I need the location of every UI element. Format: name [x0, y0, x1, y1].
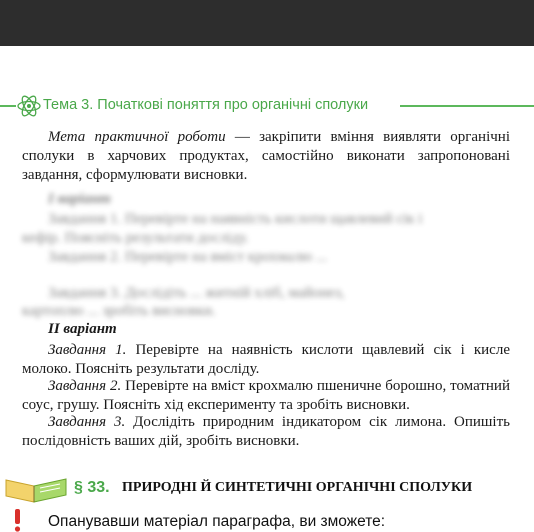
book-icon — [4, 474, 68, 504]
task-2 — [22, 377, 510, 415]
chapter-header — [0, 93, 534, 119]
blurred-line: Завдання 1. Перевірте на наявність кислоти щавлевий сік і — [48, 211, 423, 227]
section-number: § 33. — [74, 479, 110, 496]
blurred-line: кефір. Поясніть результати досліду. — [22, 230, 249, 246]
task-1 — [22, 341, 510, 379]
blurred-line: І варіант — [48, 191, 111, 207]
blurred-line: Завдання 3. Дослідіть ... житній хліб, майонез, — [48, 285, 345, 301]
task-3-text: Дослідіть природним індикатором сік лимона. Опишіть послідовність ваших дій, зробіть висновки. — [22, 414, 510, 449]
task-2-text: Перевірте на вміст крохмалю пшеничне борошно, томатний соус, грушу. Поясніть хід експерименту та зробіть висновки. — [22, 378, 510, 413]
task-1-text: Перевірте на наявність кислоти щавлевий сік і кисле молоко. Поясніть результати досліду. — [22, 342, 510, 377]
goal-paragraph — [22, 128, 510, 185]
task-2-label: Завдання 2. — [48, 378, 122, 394]
task-3 — [22, 413, 510, 451]
blurred-line: Завдання 2. Перевірте на вміст крохмалю ... — [48, 249, 328, 265]
chapter-title: Тема 3. Початкові поняття про органічні сполуки — [43, 97, 369, 113]
outcomes-text: Опанувавши матеріал параграфа, ви зможете: — [48, 513, 386, 530]
task-1-label: Завдання 1. — [48, 342, 127, 358]
top-dark-bar — [0, 0, 534, 46]
header-line-left — [0, 105, 16, 107]
blurred-line: картоплю ... зробіть висновки. — [22, 303, 216, 319]
outcomes-row — [0, 509, 534, 532]
warning-icon — [6, 509, 28, 532]
section-title: ПРИРОДНІ Й СИНТЕТИЧНІ ОРГАНІЧНІ СПОЛУКИ — [122, 480, 473, 495]
header-line-right — [400, 105, 534, 107]
task-3-label: Завдання 3. — [48, 414, 126, 430]
variant-heading: II варіант — [48, 321, 117, 337]
section-header — [0, 471, 534, 505]
goal-label: Мета практичної роботи — [48, 129, 226, 145]
goal-text: — закріпити вміння виявляти органічні сполуки в харчових продуктах, самостійно виконати запропоновані завдання, сформулювати висновки. — [22, 129, 510, 183]
atom-icon — [16, 93, 42, 119]
